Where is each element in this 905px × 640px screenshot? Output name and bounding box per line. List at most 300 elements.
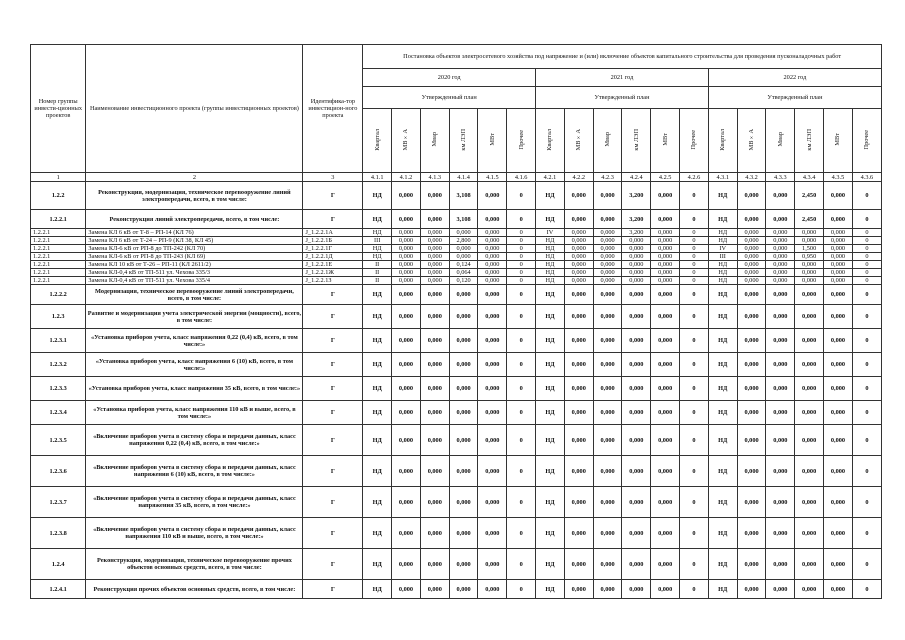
project-name-cell: Замена КЛ-0,4 кВ от ТП-511 ул. Чехова 335/4 — [86, 277, 303, 285]
value-cell: НД — [536, 210, 565, 229]
column-index-cell: 4.1.4 — [449, 173, 478, 182]
value-cell: 0,000 — [593, 487, 622, 518]
value-cell: 0,000 — [824, 269, 853, 277]
value-cell: 0,000 — [737, 353, 766, 377]
value-cell: 0,000 — [564, 229, 593, 237]
project-name-cell: Замена КЛ 10 кВ от Т-26 – РП-11 (КЛ 2611/2) — [86, 261, 303, 269]
value-cell: 0 — [852, 305, 881, 329]
value-cell: 0,000 — [564, 329, 593, 353]
value-cell: 0 — [507, 229, 536, 237]
value-cell: НД — [363, 425, 392, 456]
column-index-cell: 4.1.3 — [420, 173, 449, 182]
value-cell: 0,000 — [824, 401, 853, 425]
value-cell: НД — [363, 456, 392, 487]
value-cell: 0,000 — [593, 229, 622, 237]
table-row — [31, 353, 882, 377]
value-cell: 0,000 — [651, 285, 680, 305]
column-index-cell: 4.1.1 — [363, 173, 392, 182]
value-cell: НД — [536, 245, 565, 253]
header-metric-label: км ЛЭП — [632, 128, 640, 151]
value-cell: 0,000 — [392, 329, 421, 353]
value-cell: 0,000 — [622, 580, 651, 599]
value-cell: 0,000 — [795, 269, 824, 277]
value-cell: 0,000 — [622, 277, 651, 285]
value-cell: 0,000 — [478, 229, 507, 237]
header-metric-cell — [507, 109, 536, 173]
value-cell: 0 — [507, 487, 536, 518]
header-metric-label: Квартал — [719, 128, 727, 151]
value-cell: 0,000 — [392, 549, 421, 580]
value-cell: 0,000 — [737, 261, 766, 269]
value-cell: НД — [363, 210, 392, 229]
value-cell: 0,000 — [651, 401, 680, 425]
identifier-cell: J_1.2.2.1Б — [303, 237, 363, 245]
value-cell: 0 — [507, 425, 536, 456]
value-cell: 0,000 — [564, 237, 593, 245]
value-cell: 0,000 — [392, 277, 421, 285]
value-cell: 0,000 — [766, 210, 795, 229]
value-cell: 0,000 — [651, 237, 680, 245]
value-cell: НД — [363, 229, 392, 237]
value-cell: 0,000 — [593, 277, 622, 285]
value-cell: 0,000 — [737, 277, 766, 285]
group-number-cell: 1.2.3.1 — [31, 329, 86, 353]
value-cell: 0,000 — [420, 305, 449, 329]
value-cell: 0 — [852, 487, 881, 518]
table-row — [31, 237, 882, 245]
header-metric-cell — [420, 109, 449, 173]
column-index-cell: 4.3.2 — [737, 173, 766, 182]
value-cell: 0,000 — [622, 353, 651, 377]
value-cell: 0,000 — [737, 285, 766, 305]
value-cell: 0,000 — [766, 377, 795, 401]
value-cell: 0 — [852, 261, 881, 269]
value-cell: 0,000 — [824, 182, 853, 210]
value-cell: НД — [363, 401, 392, 425]
value-cell: 0,000 — [449, 253, 478, 261]
value-cell: 0,000 — [737, 182, 766, 210]
value-cell: 0 — [680, 269, 709, 277]
header-year-2022: 2022 год — [708, 69, 881, 87]
value-cell: 0,000 — [478, 401, 507, 425]
value-cell: III — [708, 253, 737, 261]
value-cell: 0,000 — [564, 377, 593, 401]
value-cell: 0,000 — [651, 269, 680, 277]
value-cell: 0,000 — [392, 237, 421, 245]
value-cell: 0 — [680, 229, 709, 237]
value-cell: 0 — [852, 580, 881, 599]
value-cell: 0,000 — [478, 277, 507, 285]
value-cell: НД — [536, 269, 565, 277]
value-cell: НД — [708, 277, 737, 285]
value-cell: 0,000 — [392, 401, 421, 425]
value-cell: 0,000 — [795, 329, 824, 353]
value-cell: 0,000 — [478, 210, 507, 229]
value-cell: 0,000 — [766, 277, 795, 285]
value-cell: 0,000 — [564, 580, 593, 599]
value-cell: 0,064 — [449, 269, 478, 277]
header-metric-label: км ЛЭП — [805, 128, 813, 151]
group-number-cell: 1.2.2.1 — [31, 237, 86, 245]
value-cell: 0 — [680, 261, 709, 269]
value-cell: 0,000 — [478, 182, 507, 210]
value-cell: 0,000 — [478, 261, 507, 269]
table-row — [31, 518, 882, 549]
value-cell: 0,000 — [651, 353, 680, 377]
project-name-cell: «Включение приборов учета в систему сбора и передачи данных, класс напряжения 0,22 (0,4) кВ, всего, в том числе:» — [86, 425, 303, 456]
value-cell: 0 — [680, 285, 709, 305]
value-cell: 0,000 — [622, 401, 651, 425]
value-cell: 0,000 — [737, 377, 766, 401]
header-year-2020: 2020 год — [363, 69, 536, 87]
table-row — [31, 425, 882, 456]
value-cell: 0,000 — [593, 237, 622, 245]
group-number-cell: 1.2.2.1 — [31, 269, 86, 277]
table-row — [31, 210, 882, 229]
value-cell: 0,000 — [564, 277, 593, 285]
value-cell: 0,000 — [564, 518, 593, 549]
value-cell: НД — [536, 329, 565, 353]
group-number-cell: 1.2.3.7 — [31, 487, 86, 518]
header-metric-label: Прочее — [690, 129, 698, 150]
value-cell: 0 — [852, 425, 881, 456]
group-number-cell: 1.2.3.5 — [31, 425, 86, 456]
value-cell: 0 — [852, 518, 881, 549]
value-cell: 0,000 — [651, 487, 680, 518]
value-cell: НД — [536, 261, 565, 269]
header-metric-cell — [766, 109, 795, 173]
project-name-cell: «Установка приборов учета, класс напряжения 6 (10) кВ, всего, в том числе:» — [86, 353, 303, 377]
group-number-cell: 1.2.2.1 — [31, 229, 86, 237]
group-number-cell: 1.2.3.2 — [31, 353, 86, 377]
header-metric-label: МВ×А — [748, 128, 756, 151]
value-cell: 0 — [507, 253, 536, 261]
value-cell: 0,000 — [795, 277, 824, 285]
identifier-cell: Г — [303, 329, 363, 353]
value-cell: 0 — [507, 277, 536, 285]
value-cell: 0,000 — [449, 305, 478, 329]
value-cell: 0,000 — [420, 182, 449, 210]
value-cell: 0 — [852, 237, 881, 245]
value-cell: 0,000 — [824, 245, 853, 253]
value-cell: 0,000 — [824, 305, 853, 329]
project-name-cell: Реконструкция прочих объектов основных средств, всего, в том числе: — [86, 580, 303, 599]
value-cell: 0,000 — [766, 253, 795, 261]
project-name-cell: «Включение приборов учета в систему сбора и передачи данных, класс напряжения 35 кВ, всего, в том числе:» — [86, 487, 303, 518]
value-cell: 3,200 — [622, 210, 651, 229]
column-index-cell: 4.2.6 — [680, 173, 709, 182]
value-cell: НД — [708, 237, 737, 245]
value-cell: IV — [536, 229, 565, 237]
value-cell: 0,000 — [651, 549, 680, 580]
group-number-cell: 1.2.2.1 — [31, 245, 86, 253]
value-cell: 0,000 — [420, 377, 449, 401]
value-cell: 3,200 — [622, 229, 651, 237]
value-cell: 0 — [680, 518, 709, 549]
value-cell: 0,000 — [420, 425, 449, 456]
value-cell: 0,000 — [564, 425, 593, 456]
value-cell: 0,000 — [564, 456, 593, 487]
group-number-cell: 1.2.2.1 — [31, 210, 86, 229]
header-metric-label: МВт — [488, 133, 496, 146]
table-row — [31, 377, 882, 401]
value-cell: 0,000 — [392, 210, 421, 229]
value-cell: 0,000 — [392, 245, 421, 253]
value-cell: 0,000 — [622, 285, 651, 305]
value-cell: 0 — [507, 245, 536, 253]
value-cell: IV — [708, 245, 737, 253]
value-cell: 0,000 — [392, 285, 421, 305]
value-cell: 2,800 — [449, 237, 478, 245]
identifier-cell: J_1.2.2.1Ж — [303, 269, 363, 277]
value-cell: 0 — [852, 253, 881, 261]
column-index-cell: 4.3.4 — [795, 173, 824, 182]
value-cell: 0 — [852, 277, 881, 285]
value-cell: 0 — [507, 210, 536, 229]
header-plan-2022: Утвержденный план — [708, 87, 881, 109]
value-cell: 0 — [852, 456, 881, 487]
value-cell: 0,000 — [737, 237, 766, 245]
value-cell: 0,000 — [824, 253, 853, 261]
value-cell: 0,000 — [593, 253, 622, 261]
project-name-cell: Замена КЛ 6 кВ от Т-8 – РП-14 (КЛ 76) — [86, 229, 303, 237]
value-cell: 0,000 — [449, 549, 478, 580]
value-cell: 0,000 — [766, 401, 795, 425]
value-cell: 0,000 — [420, 353, 449, 377]
value-cell: 0 — [680, 425, 709, 456]
group-number-cell: 1.2.2.1 — [31, 253, 86, 261]
identifier-cell: Г — [303, 377, 363, 401]
column-index-cell: 4.2.3 — [593, 173, 622, 182]
value-cell: НД — [536, 401, 565, 425]
value-cell: 0,000 — [449, 401, 478, 425]
value-cell: 0,000 — [824, 377, 853, 401]
value-cell: 0,000 — [593, 261, 622, 269]
column-index-cell: 4.1.5 — [478, 173, 507, 182]
project-name-cell: Замена КЛ 6 кВ от Т-24 – РП-9 (КЛ 38, КЛ 45) — [86, 237, 303, 245]
value-cell: 0,000 — [593, 456, 622, 487]
value-cell: 0,000 — [564, 487, 593, 518]
value-cell: 0,000 — [622, 456, 651, 487]
identifier-cell: J_1.2.2.1А — [303, 229, 363, 237]
value-cell: 0 — [852, 245, 881, 253]
value-cell: НД — [708, 329, 737, 353]
value-cell: 0,000 — [766, 456, 795, 487]
value-cell: 0 — [507, 237, 536, 245]
value-cell: НД — [536, 285, 565, 305]
value-cell: 0 — [680, 329, 709, 353]
value-cell: 0,120 — [449, 277, 478, 285]
value-cell: 0,000 — [420, 237, 449, 245]
value-cell: 0,000 — [622, 425, 651, 456]
value-cell: 0,000 — [420, 245, 449, 253]
header-metric-cell — [852, 109, 881, 173]
header-metric-cell — [651, 109, 680, 173]
identifier-cell: J_1.2.2.1Г — [303, 245, 363, 253]
value-cell: 0 — [680, 277, 709, 285]
value-cell: НД — [708, 401, 737, 425]
value-cell: 0 — [680, 487, 709, 518]
value-cell: НД — [363, 245, 392, 253]
value-cell: 1,500 — [795, 245, 824, 253]
value-cell: 0,000 — [420, 456, 449, 487]
header-metric-label: Мвар — [431, 132, 439, 147]
header-metric-label: МВт — [834, 133, 842, 146]
identifier-cell: Г — [303, 549, 363, 580]
value-cell: 0,000 — [824, 237, 853, 245]
value-cell: 0,000 — [564, 305, 593, 329]
table-row — [31, 401, 882, 425]
value-cell: 0,000 — [651, 305, 680, 329]
value-cell: НД — [536, 182, 565, 210]
value-cell: 0 — [507, 305, 536, 329]
group-number-cell: 1.2.4.1 — [31, 580, 86, 599]
value-cell: 0,000 — [392, 487, 421, 518]
value-cell: 0,000 — [449, 456, 478, 487]
project-name-cell: Замена КЛ-0,4 кВ от ТП-511 ул. Чехова 335/3 — [86, 269, 303, 277]
value-cell: 0,000 — [420, 549, 449, 580]
value-cell: 0,000 — [795, 377, 824, 401]
value-cell: 0,000 — [737, 253, 766, 261]
value-cell: II — [363, 277, 392, 285]
value-cell: 0 — [680, 182, 709, 210]
value-cell: 0 — [680, 549, 709, 580]
value-cell: НД — [708, 182, 737, 210]
header-metric-label: Квартал — [373, 128, 381, 151]
header-metric-cell — [795, 109, 824, 173]
value-cell: 0 — [507, 285, 536, 305]
value-cell: НД — [363, 487, 392, 518]
table-row — [31, 549, 882, 580]
value-cell: 0,000 — [651, 182, 680, 210]
column-index-cell: 3 — [303, 173, 363, 182]
value-cell: НД — [708, 456, 737, 487]
value-cell: 0,000 — [564, 353, 593, 377]
value-cell: 0,000 — [420, 285, 449, 305]
header-metric-label: км ЛЭП — [460, 128, 468, 151]
value-cell: 0,000 — [651, 261, 680, 269]
value-cell: 0 — [680, 210, 709, 229]
value-cell: 0,000 — [766, 329, 795, 353]
header-metric-label: МВ×А — [575, 128, 583, 151]
header-identifier: Идентифика-тор инвестицион-ного проекта — [303, 45, 363, 173]
header-metric-cell — [392, 109, 421, 173]
value-cell: 0,000 — [737, 487, 766, 518]
value-cell: 0,000 — [766, 182, 795, 210]
value-cell: 0,000 — [478, 237, 507, 245]
value-cell: 0 — [507, 401, 536, 425]
table-row — [31, 456, 882, 487]
project-name-cell: Реконструкция линий электропередачи, всего, в том числе: — [86, 210, 303, 229]
value-cell: 0,000 — [593, 580, 622, 599]
value-cell: НД — [536, 305, 565, 329]
header-plan-2021: Утвержденный план — [536, 87, 709, 109]
value-cell: 0,000 — [795, 353, 824, 377]
value-cell: 0,000 — [622, 253, 651, 261]
value-cell: 0,000 — [824, 549, 853, 580]
column-index-cell: 4.3.3 — [766, 173, 795, 182]
value-cell: 0,000 — [737, 456, 766, 487]
header-metric-cell — [478, 109, 507, 173]
value-cell: НД — [708, 261, 737, 269]
value-cell: 0,000 — [651, 329, 680, 353]
value-cell: 0,000 — [622, 305, 651, 329]
identifier-cell: Г — [303, 425, 363, 456]
value-cell: 0,000 — [824, 285, 853, 305]
value-cell: 0,000 — [392, 269, 421, 277]
value-cell: 0,000 — [824, 277, 853, 285]
value-cell: 0,000 — [737, 549, 766, 580]
value-cell: 0,000 — [737, 305, 766, 329]
value-cell: 0,000 — [593, 549, 622, 580]
header-metric-label: МВт — [661, 133, 669, 146]
column-index-cell: 4.3.6 — [852, 173, 881, 182]
header-metric-cell — [449, 109, 478, 173]
value-cell: НД — [363, 285, 392, 305]
value-cell: 0 — [507, 182, 536, 210]
value-cell: НД — [708, 549, 737, 580]
value-cell: 0,000 — [420, 261, 449, 269]
identifier-cell: Г — [303, 305, 363, 329]
project-name-cell: Модернизация, техническое перевооружение линий электропередачи, всего, в том числе: — [86, 285, 303, 305]
project-name-cell: Развитие и модернизация учета электрической энергии (мощности), всего, в том числе: — [86, 305, 303, 329]
header-project-name: Наименование инвестиционного проекта (группы инвестиционных проектов) — [86, 45, 303, 173]
value-cell: НД — [363, 329, 392, 353]
value-cell: 2,450 — [795, 182, 824, 210]
value-cell: 0,000 — [593, 210, 622, 229]
value-cell: 0,000 — [824, 210, 853, 229]
value-cell: 0,000 — [795, 237, 824, 245]
investment-table — [30, 44, 882, 599]
value-cell: 0,000 — [622, 487, 651, 518]
project-name-cell: «Установка приборов учета, класс напряжения 35 кВ, всего, в том числе:» — [86, 377, 303, 401]
value-cell: 0,000 — [651, 245, 680, 253]
header-metric-cell — [363, 109, 392, 173]
group-number-cell: 1.2.2.1 — [31, 277, 86, 285]
value-cell: НД — [708, 377, 737, 401]
table-row — [31, 229, 882, 237]
value-cell: 0,000 — [564, 210, 593, 229]
value-cell: 0,000 — [622, 518, 651, 549]
value-cell: НД — [536, 377, 565, 401]
value-cell: 0,000 — [737, 518, 766, 549]
identifier-cell: Г — [303, 456, 363, 487]
value-cell: 0 — [852, 229, 881, 237]
project-name-cell: Реконструкция, модернизация, техническое перевооружение прочих объектов основных средств, всего, в том числе: — [86, 549, 303, 580]
value-cell: НД — [708, 518, 737, 549]
header-metric-label: МВ×А — [402, 128, 410, 151]
value-cell: 0,124 — [449, 261, 478, 269]
value-cell: 0,000 — [478, 377, 507, 401]
value-cell: 0,000 — [651, 377, 680, 401]
value-cell: 0,000 — [478, 353, 507, 377]
value-cell: 0,000 — [622, 269, 651, 277]
value-cell: НД — [363, 353, 392, 377]
value-cell: 0,000 — [737, 229, 766, 237]
value-cell: 0,000 — [593, 377, 622, 401]
table-row — [31, 285, 882, 305]
identifier-cell: J_1.2.2.1Е — [303, 261, 363, 269]
identifier-cell: Г — [303, 182, 363, 210]
value-cell: 0,000 — [593, 285, 622, 305]
identifier-cell: Г — [303, 285, 363, 305]
value-cell: 0,000 — [449, 518, 478, 549]
header-metric-label: Прочее — [517, 129, 525, 150]
header-metric-cell — [824, 109, 853, 173]
value-cell: 0,000 — [824, 518, 853, 549]
value-cell: 0,000 — [622, 329, 651, 353]
value-cell: 3,108 — [449, 182, 478, 210]
